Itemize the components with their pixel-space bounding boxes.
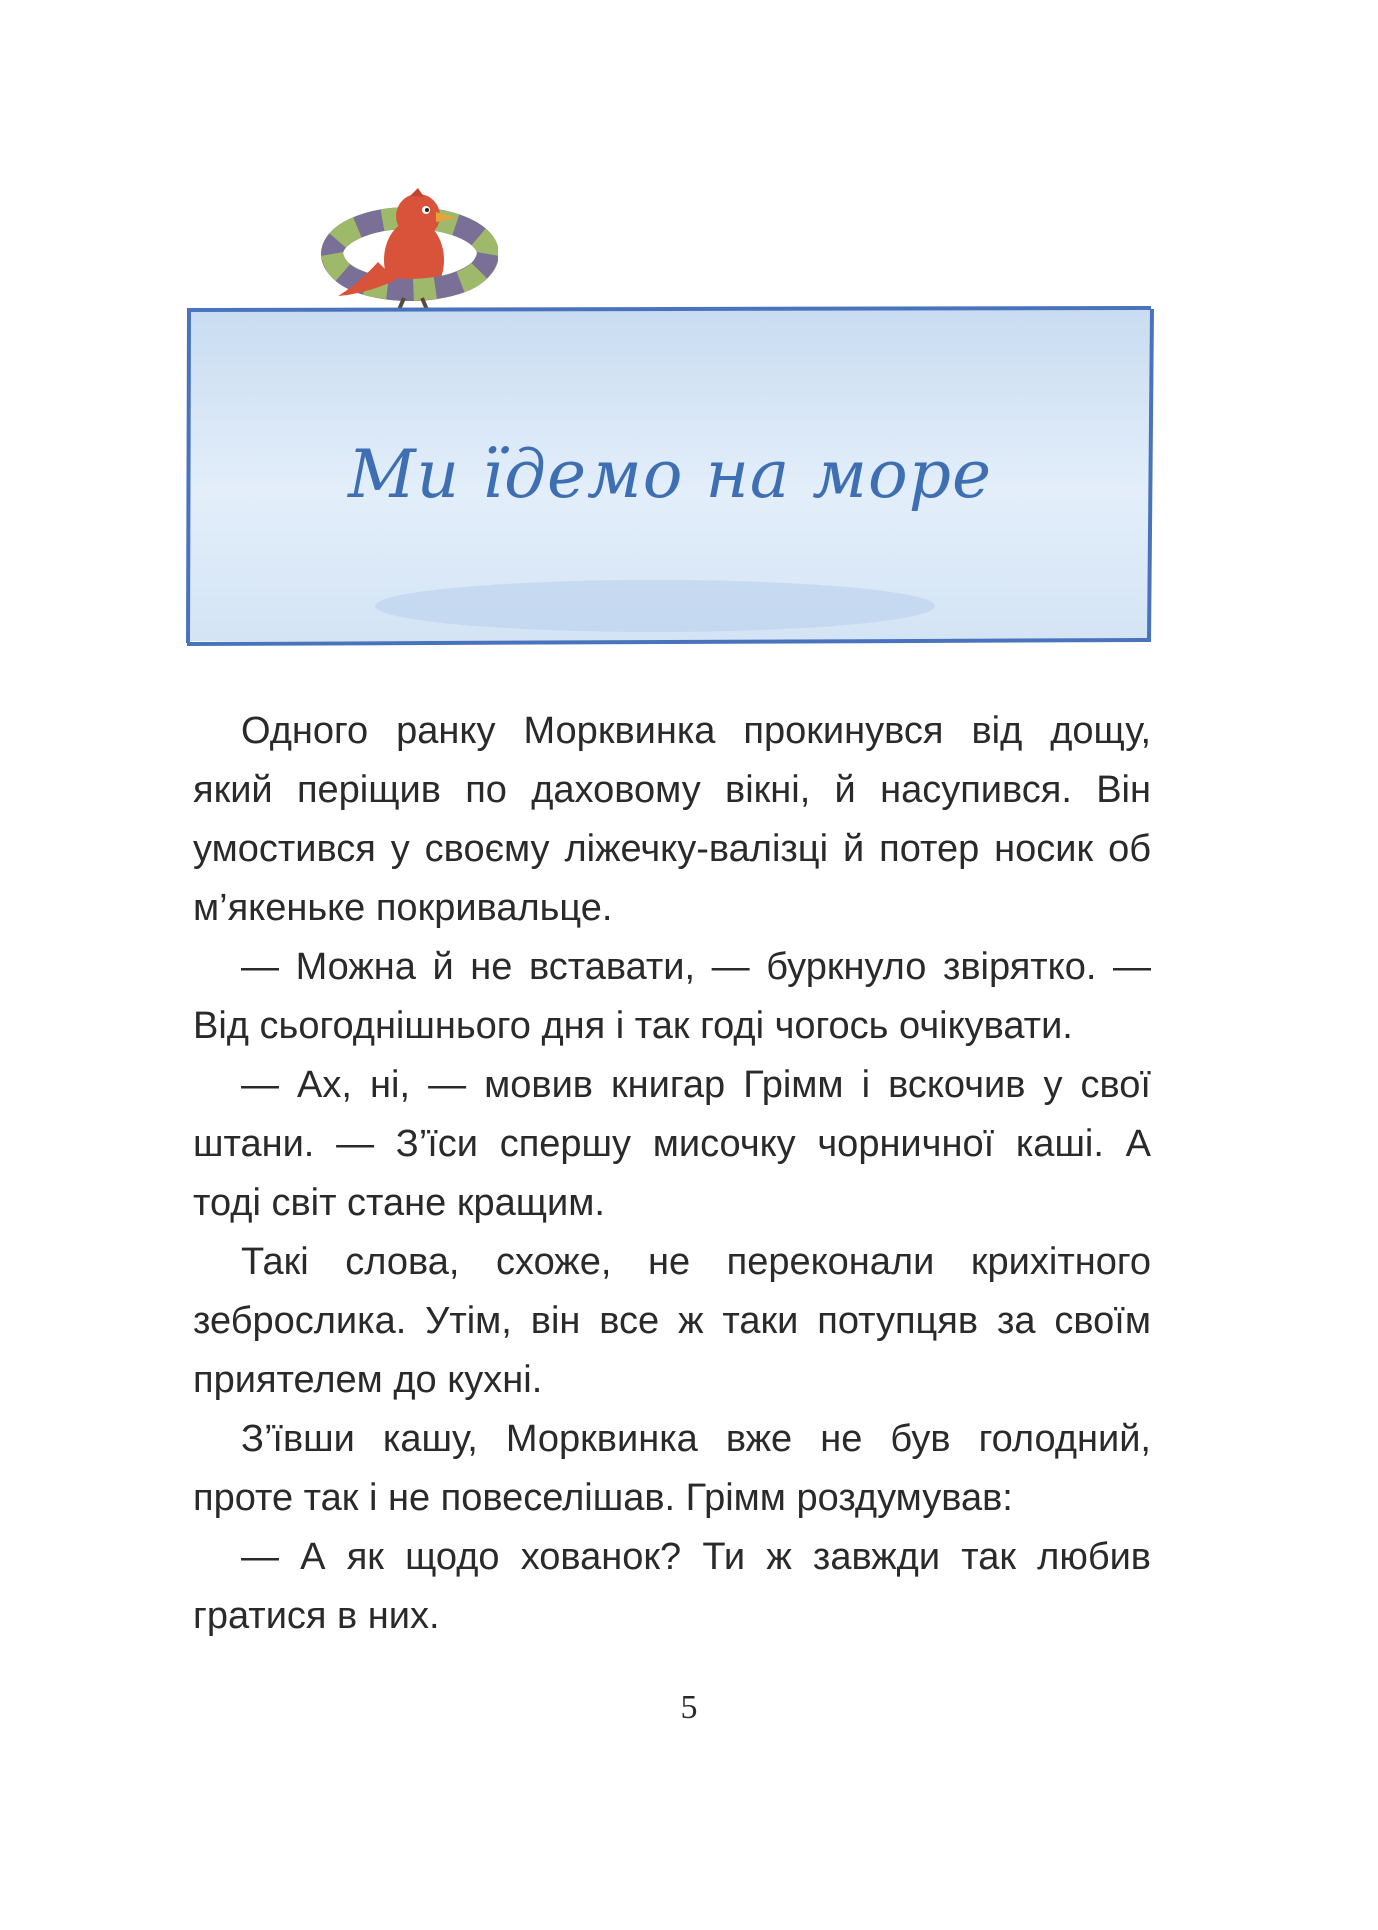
red-bird-with-swim-ring-icon [318,188,498,316]
body-text [193,702,1151,1646]
page-number: 5 [680,1689,698,1726]
chapter-title: Ми їдемо на море [347,436,993,513]
paragraph: — Можна й не вставати, — буркнуло звірятко. — Від сьогоднішнього дня і так годі чогось очікувати. [193,946,1151,1047]
paragraph: — Ах, ні, — мовив книгар Грімм і вскочив у свої штани. — З’їси спершу мисочку чорничної каші. А тоді світ стане кращим. [193,1064,1151,1224]
paragraph: — А як щодо хованок? Ти ж завжди так любив гратися в них. [193,1536,1151,1637]
paragraph: З’ївши кашу, Морквинка вже не був голодний, проте так і не повеселішав. Грімм роздумував: [193,1418,1151,1519]
chapter-title-box [185,306,1155,646]
paragraph: Такі слова, схоже, не переконали крихітного зеброслика. Утім, він все ж таки потупцяв за своїм приятелем до кухні. [193,1241,1151,1401]
paragraph: Одного ранку Морквинка прокинувся від дощу, який періщив по даховому вікні, й насупився. Він умостився у своєму ліжечку-валізці й потер носик об м’якеньке покривальце. [193,710,1151,929]
